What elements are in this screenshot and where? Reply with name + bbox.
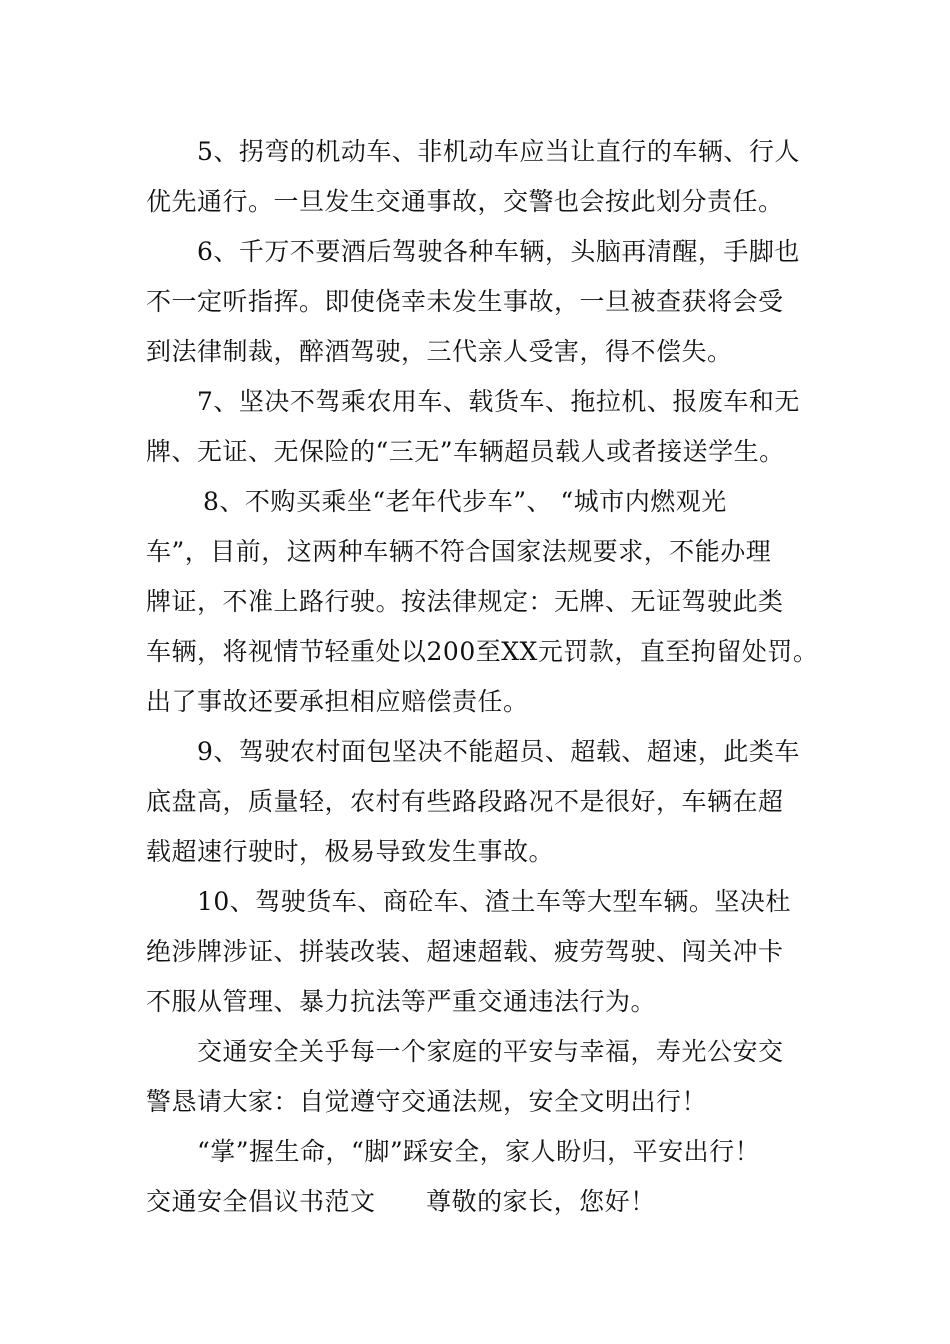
paragraph-8-line-5: 出了事故还要承担相应赔偿责任。 xyxy=(146,687,529,716)
paragraph-8-line-3: 牌证，不准上路行驶。按法律规定：无牌、无证驾驶此类 xyxy=(146,587,784,616)
paragraph-5-line-1: 5、拐弯的机动车、非机动车应当让直行的车辆、行人 xyxy=(197,137,800,166)
paragraph-8-line-2: 车”，目前，这两种车辆不符合国家法规要求，不能办理 xyxy=(146,537,772,566)
paragraph-6-line-2: 不一定听指挥。即使侥幸未发生事故，一旦被查获将会受 xyxy=(146,287,784,316)
closing-line-2: 警恳请大家：自觉遵守交通法规，安全文明出行！ xyxy=(146,1087,708,1116)
paragraph-9-line-1: 9、驾驶农村面包坚决不能超员、超载、超速，此类车 xyxy=(197,737,800,766)
paragraph-7-line-2: 牌、无证、无保险的“三无”车辆超员载人或者接送学生。 xyxy=(146,437,785,466)
paragraph-7-line-1: 7、坚决不驾乘农用车、载货车、拖拉机、报废车和无 xyxy=(197,387,800,416)
paragraph-6-line-1: 6、千万不要酒后驾驶各种车辆，头脑再清醒，手脚也 xyxy=(197,237,800,266)
paragraph-10-line-3: 不服从管理、暴力抗法等严重交通违法行为。 xyxy=(146,987,657,1016)
paragraph-5-line-2: 优先通行。一旦发生交通事故，交警也会按此划分责任。 xyxy=(146,187,784,216)
paragraph-9-line-2: 底盘高，质量轻，农村有些路段路况不是很好，车辆在超 xyxy=(146,787,784,816)
slogan-line: “掌”握生命，“脚”踩安全，家人盼归，平安出行！ xyxy=(197,1137,761,1166)
paragraph-8-line-4: 车辆，将视情节轻重处以200至XX元罚款，直至拘留处罚。 xyxy=(146,637,819,666)
paragraph-6-line-3: 到法律制裁，醉酒驾驶，三代亲人受害，得不偿失。 xyxy=(146,337,733,366)
closing-line-1: 交通安全关乎每一个家庭的平安与幸福，寿光公安交 xyxy=(197,1037,784,1066)
paragraph-9-line-3: 载超速行驶时，极易导致发生事故。 xyxy=(146,837,555,866)
paragraph-10-line-2: 绝涉牌涉证、拼装改装、超速超载、疲劳驾驶、闯关冲卡 xyxy=(146,937,784,966)
next-section-heading: 交通安全倡议书范文 尊敬的家长，您好！ xyxy=(146,1187,656,1216)
paragraph-10-line-1: 10、驾驶货车、商砼车、渣土车等大型车辆。坚决杜 xyxy=(197,887,791,916)
paragraph-8-line-1: 8、不购买乘坐“老年代步车”、 “城市内燃观光 xyxy=(203,487,727,516)
